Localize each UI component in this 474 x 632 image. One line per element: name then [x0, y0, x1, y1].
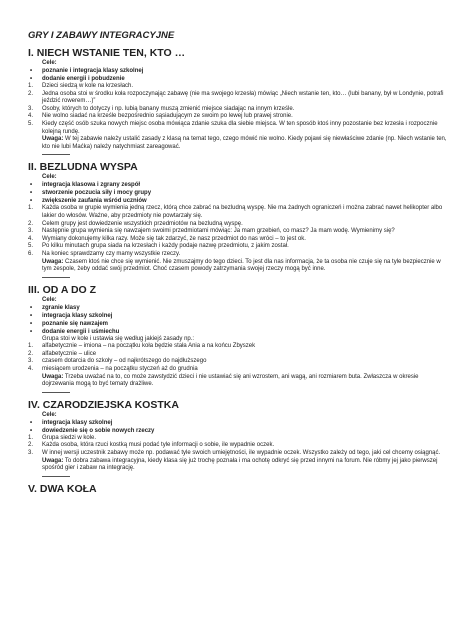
step-text: czasem dotarcia do szkoły – od najkrótszego do najdłuższego [42, 358, 207, 365]
note-label: Uwaga: [42, 373, 64, 380]
step-text: W innej wersji uczestnik zabawy może np. podawać tyle swoich umiejętności, ile wypadnie oczek. Wszystko zależy od tego, jaki cel chcemy osiągnąć. [42, 450, 441, 457]
step-number: 3. [28, 358, 34, 365]
step-item [28, 91, 450, 106]
step-text: Kiedy część osób szuka nowych miejsc osoba mówiąca zdanie szuka dla siebie miejsca. W ten sposób ktoś inny pozostanie bez krzesła i rozpocznie kolejną rundę. [42, 120, 438, 135]
step-text: Na koniec sprawdzamy czy mamy wszystkie rzeczy. [42, 250, 181, 257]
section-title: I. NIECH WSTANIE TEN, KTO … [28, 47, 186, 59]
step-item [28, 228, 450, 236]
goals-label: Cele: [42, 296, 57, 303]
steps-list [28, 205, 450, 258]
step-number: 4. [28, 235, 34, 242]
goals-list [28, 304, 450, 336]
step-text: Dzieci siedzą w kole na krzesłach. [42, 83, 134, 89]
step-number: 5. [28, 243, 34, 250]
step-item [28, 205, 450, 220]
step-item [28, 83, 450, 91]
section-title: IV. CZARODZIEJSKA KOSTKA [28, 398, 179, 411]
goals-label: Cele: [42, 174, 57, 181]
goals-list [28, 181, 450, 205]
goals-label: Cele: [42, 411, 57, 418]
step-item [28, 251, 450, 259]
step-text: Jedna osoba stoi w środku koła rozpoczynając zabawę (nie ma swojego krzesła) mówiąc „Niech wstanie ten, kto… (lubi banany, był w Londynie, potrafi jeździć rowerem…)” [42, 90, 444, 105]
goal-item: • stworzenie poczucia siły i mocy grupy [28, 189, 450, 197]
step-text: Każda osoba w grupie wymienia jedną rzecz, którą chce zabrać na bezludną wyspę. Nie ma żadnych ograniczeń i można zabrać nawet helikopter albo lakier do włosów. Ważne, aby przedmioty nie powtarzały się. [42, 205, 443, 219]
step-number: 4. [28, 366, 34, 373]
step-text: Po kilku minutach grupa siada na krzesłach i każdy podaje nazwę przedmiotu, z jakim został. [42, 243, 289, 250]
step-text: Nie wolno siadać na krześle bezpośrednio sąsiadującym ze swoim po lewej lub prawej stronie. [42, 113, 293, 120]
step-number: 2. [28, 350, 34, 357]
step-text: miesiącem urodzenia – na początku styczeń aż do grudnia [42, 366, 198, 373]
section-bezludna-wyspa [28, 161, 450, 277]
step-item [28, 343, 450, 351]
goal-item: • integracja klasowa i zgrany zespół [28, 181, 450, 189]
goals-list [28, 67, 450, 83]
step-text: Każda osoba, która rzuci kostką musi podać tyle informacji o sobie, ile wypadnie oczek. [42, 442, 275, 449]
step-item [28, 351, 450, 359]
step-text: Grupa siedzi w kole. [42, 434, 97, 441]
step-number: 1. [28, 343, 34, 350]
steps-list [28, 343, 450, 373]
note-text: W tej zabawie należy ustalić zasady z klasą na temat tego, czego mówić nie wolno. Kiedy pojawi się niewłaściwe zdanie (np. Niech wstanie ten, kto nie lubi Maćka) należy natychmiast zareagować. [42, 136, 447, 150]
goal-item: • poznanie się nawzajem [28, 320, 450, 328]
step-number: 3. [28, 105, 34, 112]
step-number: 2. [28, 90, 34, 97]
section-title: V. DWA KOŁA [28, 482, 97, 495]
document-title: GRY I ZABAWY INTEGRACYJNE [28, 30, 175, 41]
note-label: Uwaga: [42, 136, 64, 143]
step-text: alfabetycznie – imiona – na początku koła będzie stała Ania a na końcu Zbyszek [42, 343, 256, 350]
step-text: alfabetycznie – ulice [42, 350, 97, 357]
goal-item: • integracja klasy szkolnej [28, 312, 450, 320]
step-number: 2. [28, 220, 34, 227]
section-title: III. OD A DO Z [28, 283, 97, 296]
step-item [28, 121, 450, 136]
step-item [28, 221, 450, 229]
goal-item: • dowiedzenie się o sobie nowych rzeczy [28, 427, 450, 435]
section-czarodziejska-kostka [28, 399, 450, 477]
step-item [28, 113, 450, 121]
step-item [28, 358, 450, 366]
step-text: Następnie grupa wymienia się nawzajem swoimi przedmiotami mówiąc: Ja mam grzebień, co masz? Ja mam wodę. Wymienimy się? [42, 228, 395, 235]
goal-item: • dodanie energii i uśmiechu [28, 328, 450, 336]
goals-label: Cele: [42, 60, 57, 66]
step-item [28, 435, 450, 443]
note-label: Uwaga: [42, 258, 64, 265]
step-number: 3. [28, 228, 34, 235]
steps-list [28, 435, 450, 458]
section-od-a-do-z [28, 284, 450, 393]
note-text: Czasem ktoś nie chce się wymienić. Nie zmuszajmy do tego dzieci. To jest dla nas informacja, że ta osoba nie czuje się na tyle bezpiecznie w tym zespole, żeby oddać swój przedmiot. Choć czasem powody zatrzymania swojej rzeczy mogą być inne. [42, 258, 441, 273]
step-number: 5. [28, 120, 34, 127]
note [28, 136, 450, 151]
goal-item: • integracja klasy szkolnej [28, 419, 450, 427]
step-item [28, 450, 450, 458]
step-number: 1. [28, 434, 34, 441]
section-dwa-kola [28, 483, 450, 495]
note [28, 259, 450, 274]
goal-item: • dodanie energii i pobudzenie [28, 75, 450, 83]
step-number: 1. [28, 83, 34, 89]
step-item [28, 442, 450, 450]
note [28, 458, 450, 473]
step-number: 3. [28, 450, 34, 457]
step-item [28, 236, 450, 244]
step-text: Wymiany dokonujemy kilka razy. Może się tak zdarzyć, że nasz przedmiot do nas wróci – to jest ok. [42, 235, 306, 242]
note [28, 374, 450, 389]
step-item [28, 366, 450, 374]
step-text: Celem grupy jest dowiedzenie wszystkich przedmiotów na bezludną wyspę. [42, 220, 243, 227]
section-divider [42, 476, 70, 477]
step-number: 6. [28, 250, 34, 257]
section-divider [42, 154, 70, 155]
step-number: 2. [28, 442, 34, 449]
section-divider [42, 392, 70, 393]
note-text: Trzeba uważać na to, co może zawstydzić dzieci i nie ustawiać się ani wzrostem, ani wagą, ani rozmiarem buta. Zwłaszcza w okresie dojrzewania mogą to być tematy drażliwe. [42, 373, 419, 388]
section-divider [42, 277, 70, 278]
steps-list [28, 83, 450, 136]
intro-text: Grupa stoi w kole i ustawia się według jakiejś zasady np.: [42, 335, 195, 342]
goal-item: • zwiększenie zaufania wśród uczniów [28, 197, 450, 205]
step-text: Osoby, których to dotyczy i np. lubią banany muszą zmienić miejsce siadając na innym krześle. [42, 105, 295, 112]
step-number: 4. [28, 113, 34, 120]
section-title: II. BEZLUDNA WYSPA [28, 161, 138, 174]
note-text: To dobra zabawa integracyjna, kiedy klasa się już trochę poznała i ma ochotę odkryć się przed innymi na forum. Nie róbmy jej jako pierwszej spośród gier i zabaw na integrację. [42, 457, 438, 472]
note-label: Uwaga: [42, 457, 64, 464]
step-number: 1. [28, 205, 34, 212]
section-niech-wstanie [28, 47, 450, 155]
goals-list [28, 419, 450, 435]
goal-item: • zgranie klasy [28, 304, 450, 312]
step-item [28, 106, 450, 114]
step-item [28, 243, 450, 251]
goal-item: • poznanie i integracja klasy szkolnej [28, 67, 450, 75]
